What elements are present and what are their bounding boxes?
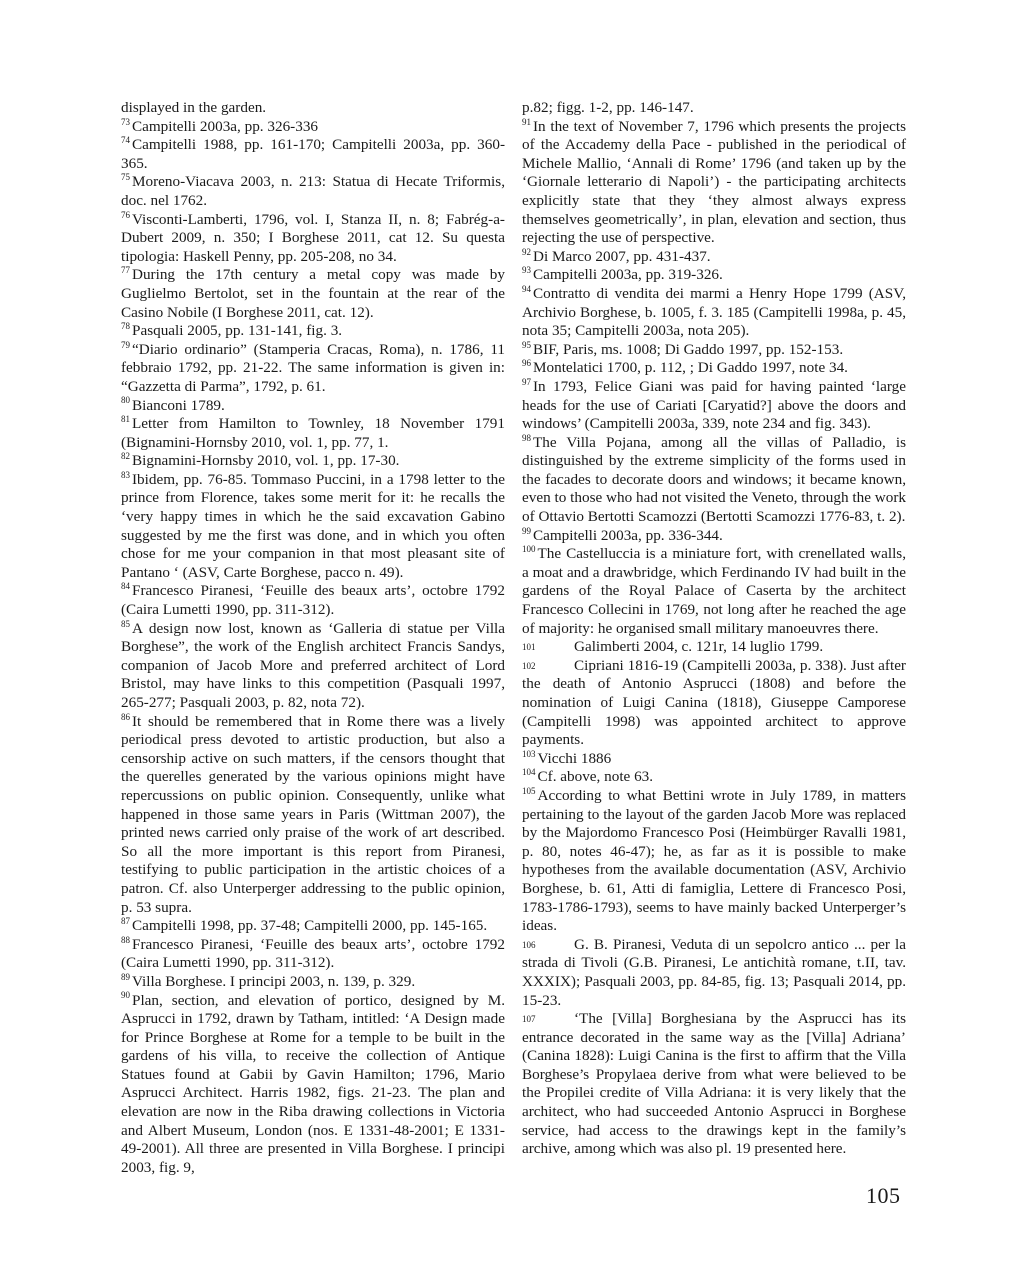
footnote-number: 94 xyxy=(522,283,531,294)
footnote xyxy=(522,248,906,267)
footnote-text: Visconti-Lamberti, 1796, vol. I, Stanza II, n. 8; Fabrég-a-Dubert 2009, n. 350; I Borghese 2011, cat 12. Su questa tipologia: Haskell Penny, pp. 205-208, no 34. xyxy=(121,210,505,265)
footnote-text: During the 17th century a metal copy was made by Guglielmo Bertolot, set in the fountain at the rear of the Casino Nobile (I Borghese 2011, cat. 12). xyxy=(121,266,505,321)
footnote xyxy=(522,285,906,341)
footnote-text: According to what Bettini wrote in July 1789, in matters pertaining to the layout of the garden Jacob More was replaced by the Majordomo Francesco Posi (Heimbürger Ravalli 1981, p. 80, notes 46-47); he, as far as it is possible to make hypotheses from the available documentation (ASV, Archivio Borghese, b. 61, Atti di famiglia, Lettere di Francesco Posi, 1783-1786-1793), seems to have mainly backed Unterperger’s ideas. xyxy=(522,786,906,935)
footnote xyxy=(121,415,505,452)
footnote-number: 74 xyxy=(121,135,130,146)
footnote-number: 97 xyxy=(522,376,531,387)
footnote xyxy=(522,768,906,787)
footnote-number: 92 xyxy=(522,246,531,257)
footnote-text: Pasquali 2005, pp. 131-141, fig. 3. xyxy=(132,322,343,340)
footnote-number: 104 xyxy=(522,767,536,778)
footnote-number: 79 xyxy=(121,339,130,350)
footnote xyxy=(121,917,505,936)
footnote-number: 107 xyxy=(522,1014,536,1025)
footnote-text: The Castelluccia is a miniature fort, with crenellated walls, a moat and a drawbridge, which Ferdinando IV had built in the gardens of the Royal Palace of Caserta by the architect Francesco Collecini in 1769, not long after he reached the age of majority: he organised small military manoeuvres there. xyxy=(522,545,906,637)
footnote xyxy=(121,471,505,583)
footnote-text: Bignamini-Hornsby 2010, vol. 1, pp. 17-30. xyxy=(132,452,400,470)
footnote-number: 101 xyxy=(522,642,536,653)
footnote-text: Villa Borghese. I principi 2003, n. 139, p. 329. xyxy=(132,972,416,990)
footnote xyxy=(522,118,906,248)
footnote-text: Contratto di vendita dei marmi a Henry Hope 1799 (ASV, Archivio Borghese, b. 1005, f. 3. 185 (Campitelli 1998a, p. 45, nota 35; Campitelli 2003a, nota 205). xyxy=(522,284,906,340)
footnote-text: The Villa Pojana, among all the villas of Palladio, is distinguished by the extreme simplicity of the forms used in the facades to decorate doors and windows; it became known, even to those who had not visited the Veneto, through the work of Ottavio Bertotti Scamozzi (Bertotti Scamozzi 1776-83, t. 2). xyxy=(522,433,906,526)
footnote-text: Campitelli 2003a, pp. 319-326. xyxy=(533,266,723,284)
footnote-number: 100 xyxy=(522,544,536,555)
footnote-text: Campitelli 2003a, pp. 326-336 xyxy=(132,117,319,135)
footnote-text: Cf. above, note 63. xyxy=(537,768,654,786)
footnote xyxy=(121,136,505,173)
footnote-text: Campitelli 1998, pp. 37-48; Campitelli 2000, pp. 145-165. xyxy=(132,917,488,935)
footnote-text: BIF, Paris, ms. 1008; Di Gaddo 1997, pp. 152-153. xyxy=(533,340,844,358)
footnote-text: Moreno-Viacava 2003, n. 213: Statua di Hecate Triformis, doc. nel 1762. xyxy=(121,173,505,209)
footnotes-right-column xyxy=(522,99,906,1159)
footnote xyxy=(121,211,505,267)
footnote xyxy=(522,434,906,527)
footnote xyxy=(121,266,505,322)
footnote-text: It should be remembered that in Rome there was a lively periodical press devoted to artistic production, but also a censorship active on such matters, if the censors thought that the querelles generated by the various opinions might have repercussions on public opinion. Consequently, unlike what happened in those same years in Paris (Wittman 2007), the printed news carried only praise of the work of art described. So all the more important is this report from Piranesi, testifying to public participation in the artistic choices of a patron. Cf. also Unterperger addressing to the public opinion, p. 53 supra. xyxy=(121,712,505,916)
footnote-number: 91 xyxy=(522,116,531,127)
footnote xyxy=(121,582,505,619)
footnote-text: Campitelli 1988, pp. 161-170; Campitelli 2003a, pp. 360-365. xyxy=(121,136,505,172)
footnote xyxy=(121,992,505,1178)
footnote-number: 82 xyxy=(121,451,130,462)
footnote-number: 89 xyxy=(121,971,130,982)
footnote-number: 98 xyxy=(522,432,531,443)
footnote-number: 90 xyxy=(121,990,130,1001)
footnote xyxy=(522,545,906,638)
footnote-text: displayed in the garden. xyxy=(121,99,267,116)
footnote xyxy=(522,527,906,546)
footnote-number: 88 xyxy=(121,934,130,945)
footnote-number: 81 xyxy=(121,414,130,425)
footnote-text: Montelatici 1700, p. 112, ; Di Gaddo 1997, note 34. xyxy=(533,359,848,377)
footnote-text: Francesco Piranesi, ‘Feuille des beaux arts’, octobre 1792 (Caira Lumetti 1990, pp. 311-312). xyxy=(121,935,505,972)
footnote xyxy=(121,173,505,210)
footnote-number: 83 xyxy=(121,469,130,480)
footnote xyxy=(522,266,906,285)
footnote-number: 96 xyxy=(522,358,531,369)
footnote-text: “Diario ordinario” (Stamperia Cracas, Roma), n. 1786, 11 febbraio 1792, pp. 21-22. The same information is given in: “Gazzetta di Parma”, 1792, p. 61. xyxy=(121,340,505,395)
footnote-number: 105 xyxy=(522,785,536,796)
footnote xyxy=(121,452,505,471)
footnote-number: 73 xyxy=(121,116,130,127)
footnote-number: 106 xyxy=(522,939,536,950)
footnote-number: 77 xyxy=(121,265,130,276)
footnote xyxy=(121,118,505,137)
footnote-text: Ibidem, pp. 76-85. Tommaso Puccini, in a 1798 letter to the prince from Florence, takes some merit for it: he recalls the ‘very happy times in which he the said excavation Gabino suggested by me the first was done, and in which you often chose for me your companion in that most pleasant site of Pantano ‘ (ASV, Carte Borghese, pacco n. 49). xyxy=(121,470,505,581)
footnote-text: In 1793, Felice Giani was paid for having painted ‘large heads for the use of Cariati [Caryatid?] above the doors and windows’ (Campitelli 2003a, 339, note 234 and fig. 343). xyxy=(522,377,906,433)
footnote-text: A design now lost, known as ‘Galleria di statue per Villa Borghese”, the work of the English architect Francis Sandys, companion of Jacob More and preferred architect of Lord Bristol, may have links to this competition (Pasquali 1997, 265-277; Pasquali 2003, p. 82, nota 72). xyxy=(121,619,505,711)
footnote-number: 99 xyxy=(522,525,531,536)
footnote-text: Cipriani 1816-19 (Campitelli 2003a, p. 338). Just after the death of Antonio Asprucci (1808) and before the nomination of Luigi Canina (1818), Giuseppe Camporese (Campitelli 1998) was appointed architect to approve payments. xyxy=(522,656,906,749)
footnote-number: 86 xyxy=(121,711,130,722)
footnote xyxy=(522,750,906,769)
footnote-text: In the text of November 7, 1796 which presents the projects of the Accademy della Pace - published in the periodical of Michele Mallio, ‘Annali di Rome’ 1796 (and taken up by the ‘Giornale letterario di Napoli’) - the participating architects explicitly state that they ‘they almost always express themselves geometrically’, in plan, elevation and section, thus rejecting the use of perspective. xyxy=(522,117,906,247)
footnote-text: Francesco Piranesi, ‘Feuille des beaux arts’, octobre 1792 (Caira Lumetti 1990, pp. 311-312). xyxy=(121,582,505,619)
footnote-text: Di Marco 2007, pp. 431-437. xyxy=(533,247,711,265)
footnote-number: 75 xyxy=(121,172,130,183)
footnote-text: ‘The [Villa] Borghesiana by the Asprucci has its entrance decorated in the same way as the [Villa] Adriana’ (Canina 1828): Luigi Canina is the first to affirm that the Villa Borghese’s Propylaea derive from what were believed to be the Propilei credite of Villa Adriana: it is very likely that the architect, who had succeeded Antonio Asprucci in Borghese service, had access to the drawings kept in the family’s archive, among which was also pl. 19 presented here. xyxy=(522,1010,906,1158)
footnote-text: Campitelli 2003a, pp. 336-344. xyxy=(533,526,723,544)
footnote-text: Plan, section, and elevation of portico, designed by M. Asprucci in 1792, drawn by Tatham, intitled: ‘A Design made for Prince Borghese at Rome for a temple to be built in the gardens of his villa, to receive the collection of Antique Statues found at Gabii by Gavin Hamilton; 1796, Mario Asprucci Architect. Harris 1982, figs. 21-23. The plan and elevation are now in the Riba drawing collections in Victoria and Albert Museum, London (nos. E 1331-48-2001; E 1331-49-2001). All three are presented in Villa Borghese. I principi 2003, fig. 9, xyxy=(121,991,505,1176)
footnote xyxy=(522,359,906,378)
footnote xyxy=(522,341,906,360)
footnote-text: Vicchi 1886 xyxy=(537,749,612,767)
footnote-number: 103 xyxy=(522,748,536,759)
footnotes-left-column xyxy=(121,99,505,1177)
page-number: 105 xyxy=(866,1183,901,1208)
footnote xyxy=(522,99,906,118)
footnote xyxy=(121,973,505,992)
footnote xyxy=(522,638,906,657)
footnote-number: 95 xyxy=(522,339,531,350)
footnote xyxy=(522,378,906,434)
footnote-number: 76 xyxy=(121,209,130,220)
footnote xyxy=(121,620,505,713)
footnote xyxy=(522,936,906,1010)
footnote-number: 80 xyxy=(121,395,130,406)
footnote-text: Letter from Hamilton to Townley, 18 November 1791 (Bignamini-Hornsby 2010, vol. 1, pp. 77, 1. xyxy=(121,415,505,451)
footnote-number: 102 xyxy=(522,660,536,671)
footnote-text: p.82; figg. 1-2, pp. 146-147. xyxy=(522,99,694,116)
footnote-number: 84 xyxy=(121,581,130,592)
footnote xyxy=(121,713,505,918)
footnote-text: Bianconi 1789. xyxy=(132,396,225,414)
footnote xyxy=(121,341,505,397)
footnote-number: 87 xyxy=(121,916,130,927)
footnote-text: G. B. Piranesi, Veduta di un sepolcro antico ... per la strada di Tivoli (G.B. Piranesi, Le antichità romane, t.II, tav. XXXIX); Pasquali 2003, pp. 84-85, fig. 13; Pasquali 2014, pp. 15-23. xyxy=(522,935,906,1009)
footnote-number: 78 xyxy=(121,321,130,332)
footnote-number: 93 xyxy=(522,265,531,276)
footnote-text: Galimberti 2004, c. 121r, 14 luglio 1799. xyxy=(574,638,824,656)
footnote xyxy=(522,657,906,750)
footnote-number: 85 xyxy=(121,618,130,629)
footnote xyxy=(121,936,505,973)
footnote xyxy=(121,322,505,341)
footnote xyxy=(121,397,505,416)
footnote xyxy=(121,99,505,118)
footnote xyxy=(522,787,906,936)
footnote xyxy=(522,1010,906,1159)
